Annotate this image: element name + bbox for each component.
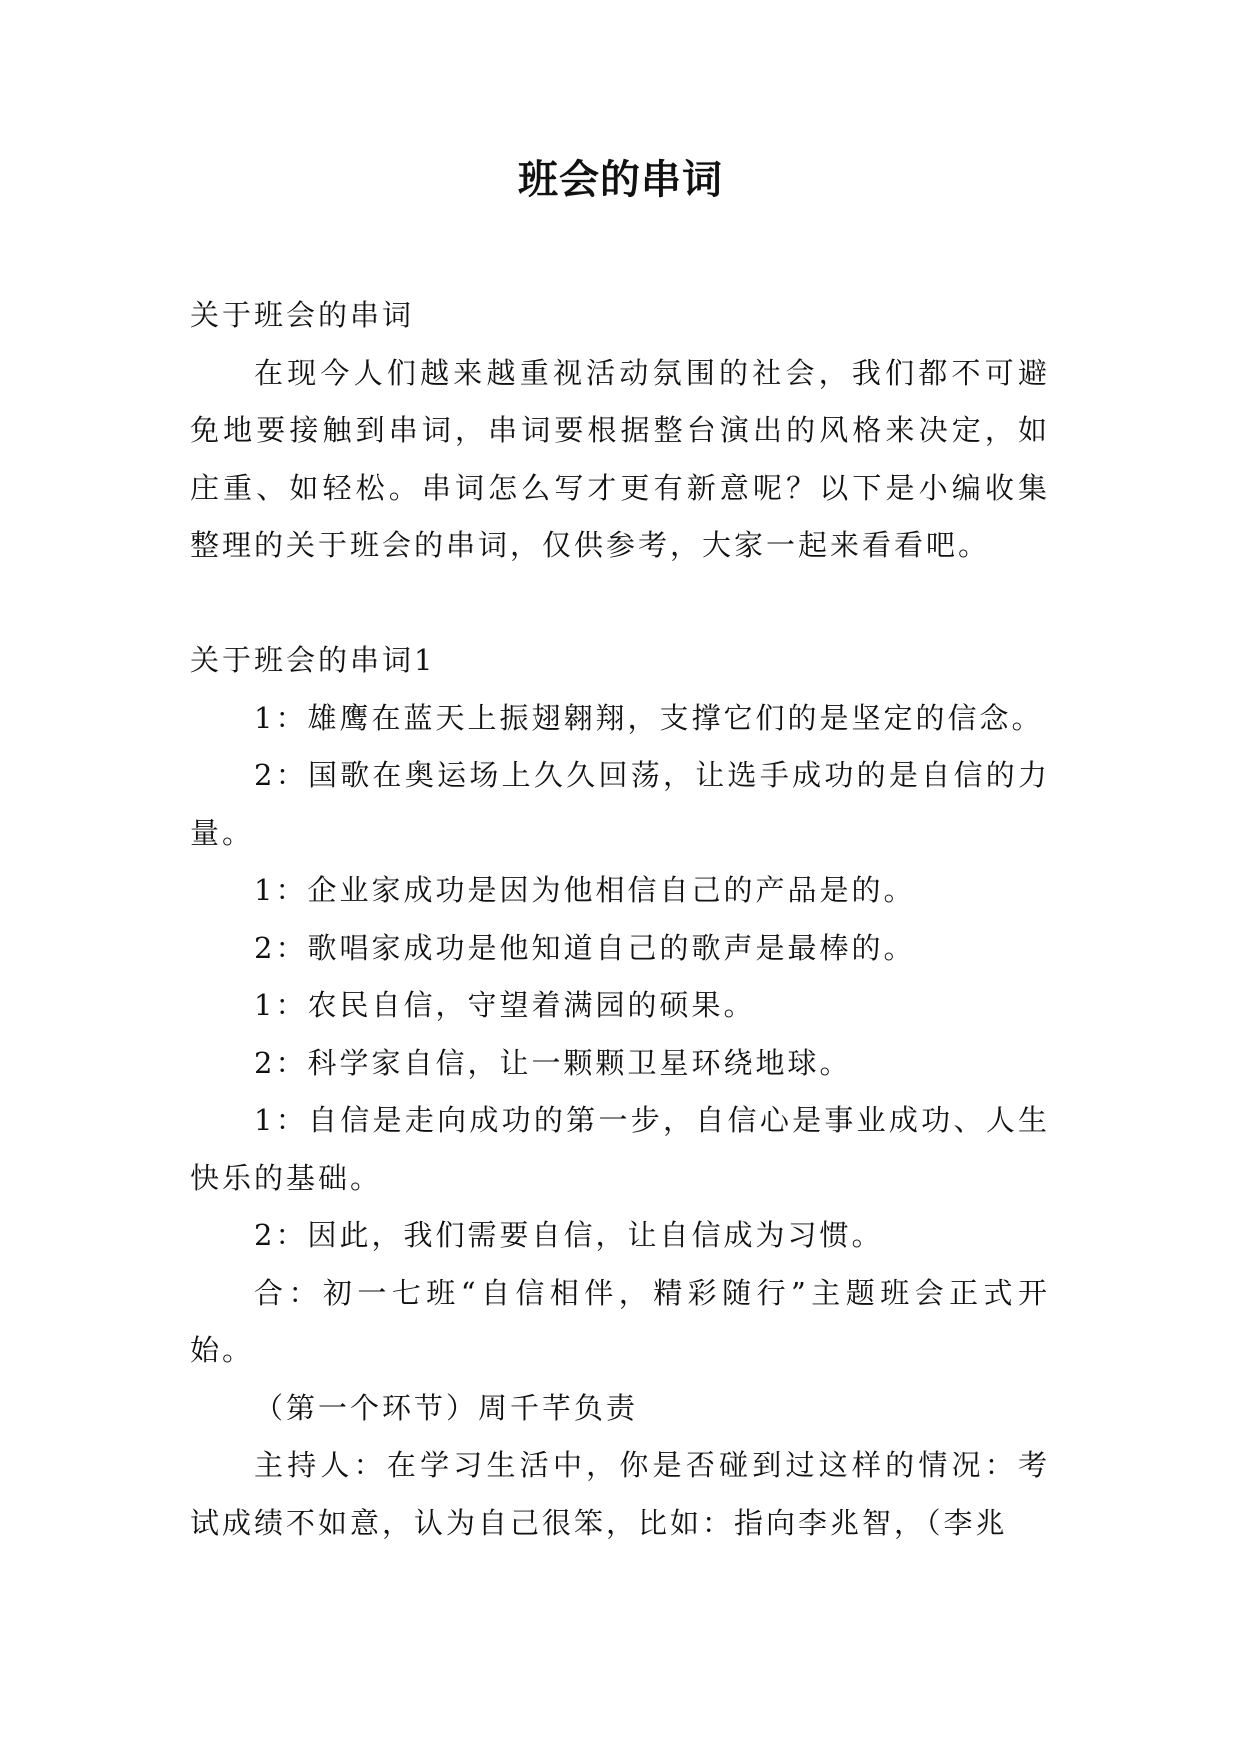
section-heading-1: 关于班会的串词1 bbox=[190, 643, 436, 677]
script-line: 2：国歌在奥运场上久久回荡，让选手成功的是自信的力量。 bbox=[190, 758, 1050, 850]
script-line: 1：自信是走向成功的第一步，自信心是事业成功、人生快乐的基础。 bbox=[190, 1103, 1050, 1195]
intro-paragraph: 在现今人们越来越重视活动氛围的社会，我们都不可避免地要接触到串词，串词要根据整台演出的风格来决定，如庄重、如轻松。串词怎么写才更有新意呢？以下是小编收集整理的关于班会的串词，仅供参考，大家一起来看看吧。 bbox=[190, 355, 1050, 562]
paragraph-gap bbox=[190, 575, 1050, 633]
document-title: 班会的串词 bbox=[518, 157, 723, 203]
script-line: 2：科学家自信，让一颗颗卫星环绕地球。 bbox=[254, 1045, 852, 1080]
script-line: 2：因此，我们需要自信，让自信成为习惯。 bbox=[254, 1218, 884, 1252]
script-line: 主持人：在学习生活中，你是否碰到过这样的情况：考试成绩不如意，认为自己很笨，比如：指向李兆智，（李兆 bbox=[190, 1448, 1050, 1540]
script-line: 合：初一七班“自信相伴，精彩随行”主题班会正式开始。 bbox=[190, 1275, 1050, 1367]
document-body bbox=[190, 287, 1050, 1552]
script-line: 2：歌唱家成功是他知道自己的歌声是最棒的。 bbox=[254, 930, 916, 965]
script-line: 1：雄鹰在蓝天上振翅翱翔，支撑它们的是坚定的信念。 bbox=[254, 700, 1044, 735]
script-line: 1：农民自信，守望着满园的硕果。 bbox=[254, 988, 756, 1022]
section-heading: 关于班会的串词 bbox=[190, 298, 415, 332]
script-line: 1：企业家成功是因为他相信自己的产品是的。 bbox=[254, 873, 916, 907]
script-line: （第一个环节）周千芊负责 bbox=[254, 1390, 639, 1425]
